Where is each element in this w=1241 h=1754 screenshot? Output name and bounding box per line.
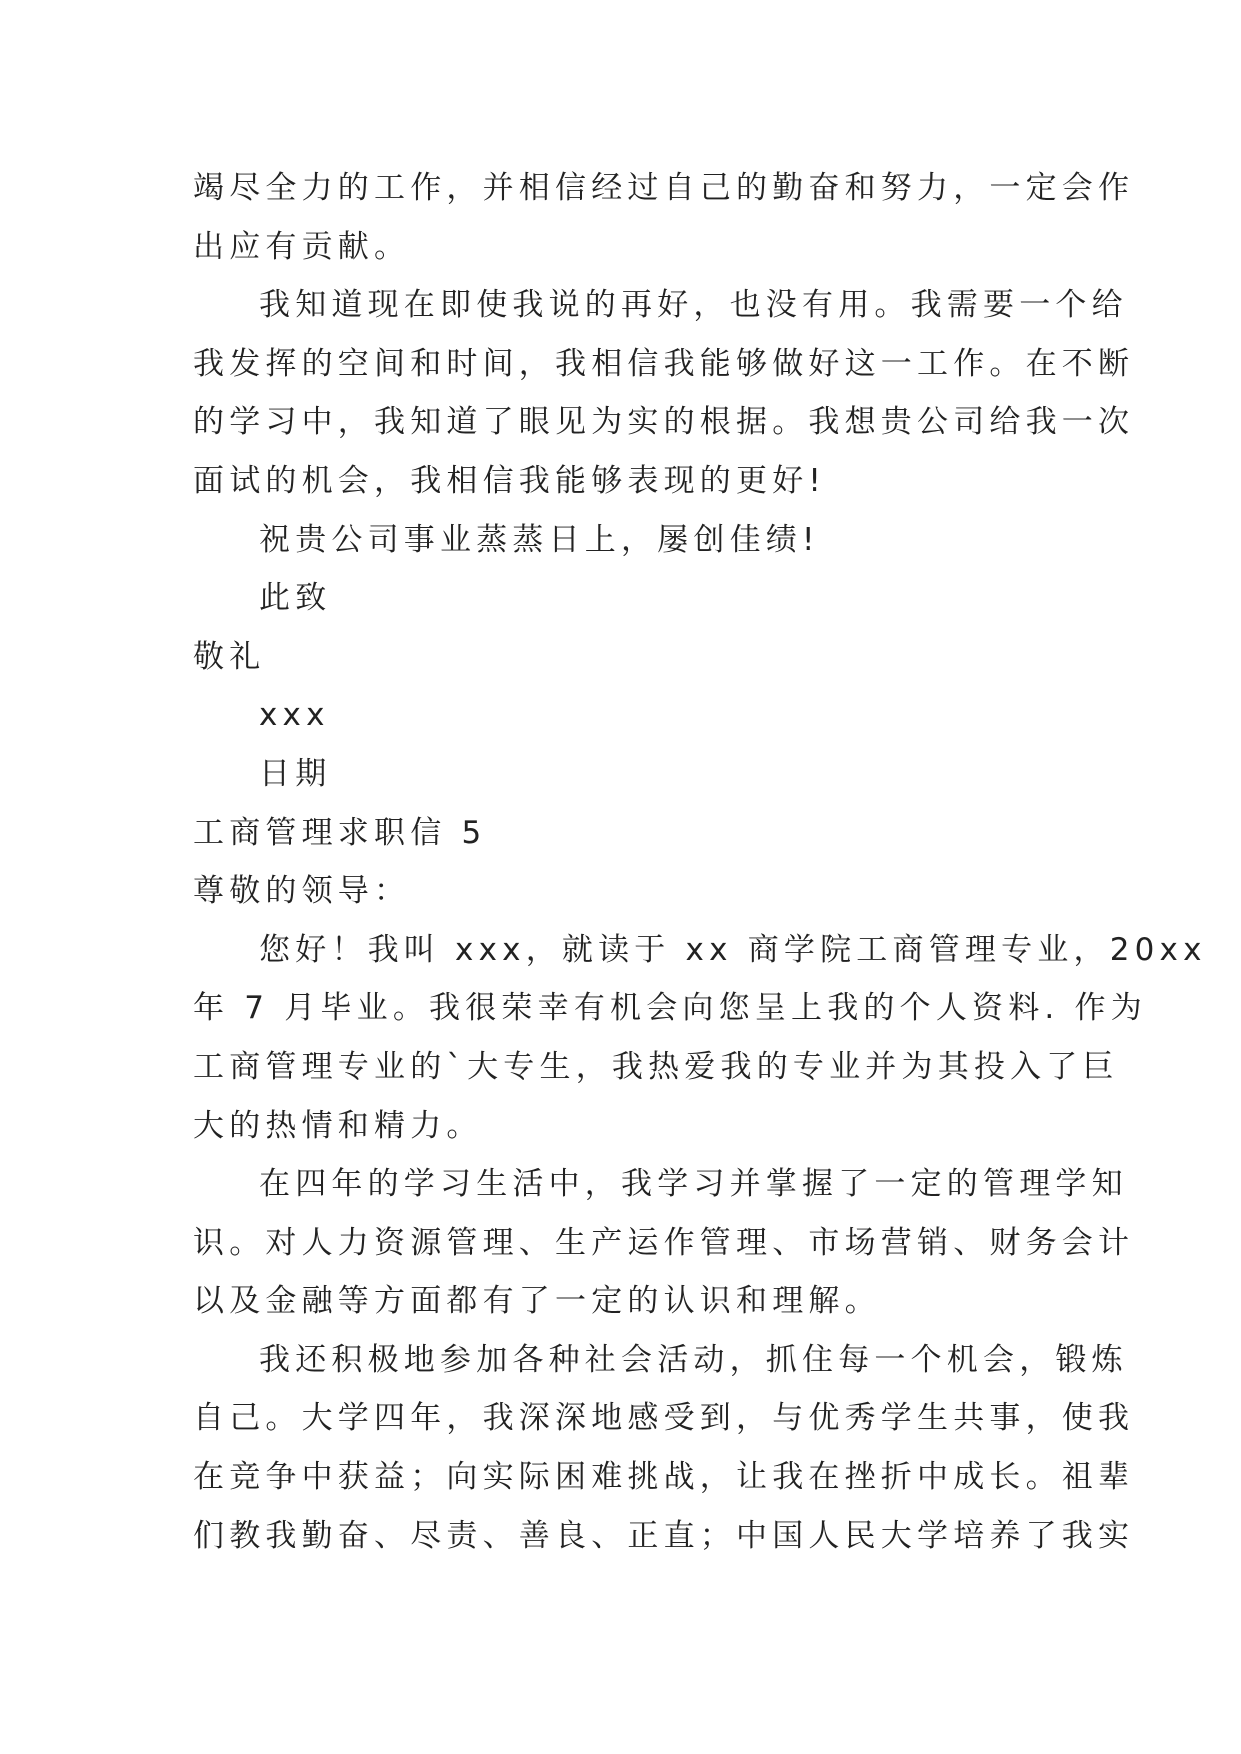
text-line: 我知道现在即使我说的再好，也没有用。我需要一个给 (259, 287, 1128, 324)
text-line: 自己。大学四年，我深深地感受到，与优秀学生共事，使我 (193, 1400, 1135, 1437)
text-line: 在竞争中获益；向实际困难挑战，让我在挫折中成长。祖辈 (193, 1459, 1135, 1496)
greeting: 尊敬的领导： (193, 873, 411, 910)
text-line: 出应有贡献。 (193, 228, 411, 265)
text-line: 年 7 月毕业。我很荣幸有机会向您呈上我的个人资料. 作为 (193, 990, 1147, 1027)
letter-body (193, 159, 1207, 1565)
text-line: 我发挥的空间和时间，我相信我能够做好这一工作。在不断 (193, 345, 1135, 382)
text-line: 工商管理专业的`大专生，我热爱我的专业并为其投入了巨 (193, 1048, 1119, 1085)
closing-regards: 敬礼 (193, 638, 266, 675)
closing-salutation: 此致 (259, 580, 332, 617)
text-line: 面试的机会，我相信我能够表现的更好! (193, 462, 827, 499)
text-line: 识。对人力资源管理、生产运作管理、市场营销、财务会计 (193, 1224, 1135, 1261)
text-line: 的学习中，我知道了眼见为实的根据。我想贵公司给我一次 (193, 404, 1135, 441)
signature-date: 日期 (259, 755, 332, 792)
text-line: 您好！我叫 xxx，就读于 xx 商学院工商管理专业，20xx (259, 931, 1207, 968)
text-line: 们教我勤奋、尽责、善良、正直；中国人民大学培养了我实 (193, 1517, 1135, 1554)
section-title: 工商管理求职信 5 (193, 814, 487, 851)
text-line: 竭尽全力的工作，并相信经过自己的勤奋和努力，一定会作 (193, 170, 1135, 206)
text-line: 以及金融等方面都有了一定的认识和理解。 (193, 1283, 881, 1320)
text-line: 祝贵公司事业蒸蒸日上，屡创佳绩! (259, 521, 820, 558)
text-line: 在四年的学习生活中，我学习并掌握了一定的管理学知 (259, 1166, 1128, 1203)
text-line: 大的热情和精力。 (193, 1107, 483, 1144)
text-line: 我还积极地参加各种社会活动，抓住每一个机会，锻炼 (259, 1341, 1128, 1378)
signature-name: xxx (259, 697, 330, 734)
